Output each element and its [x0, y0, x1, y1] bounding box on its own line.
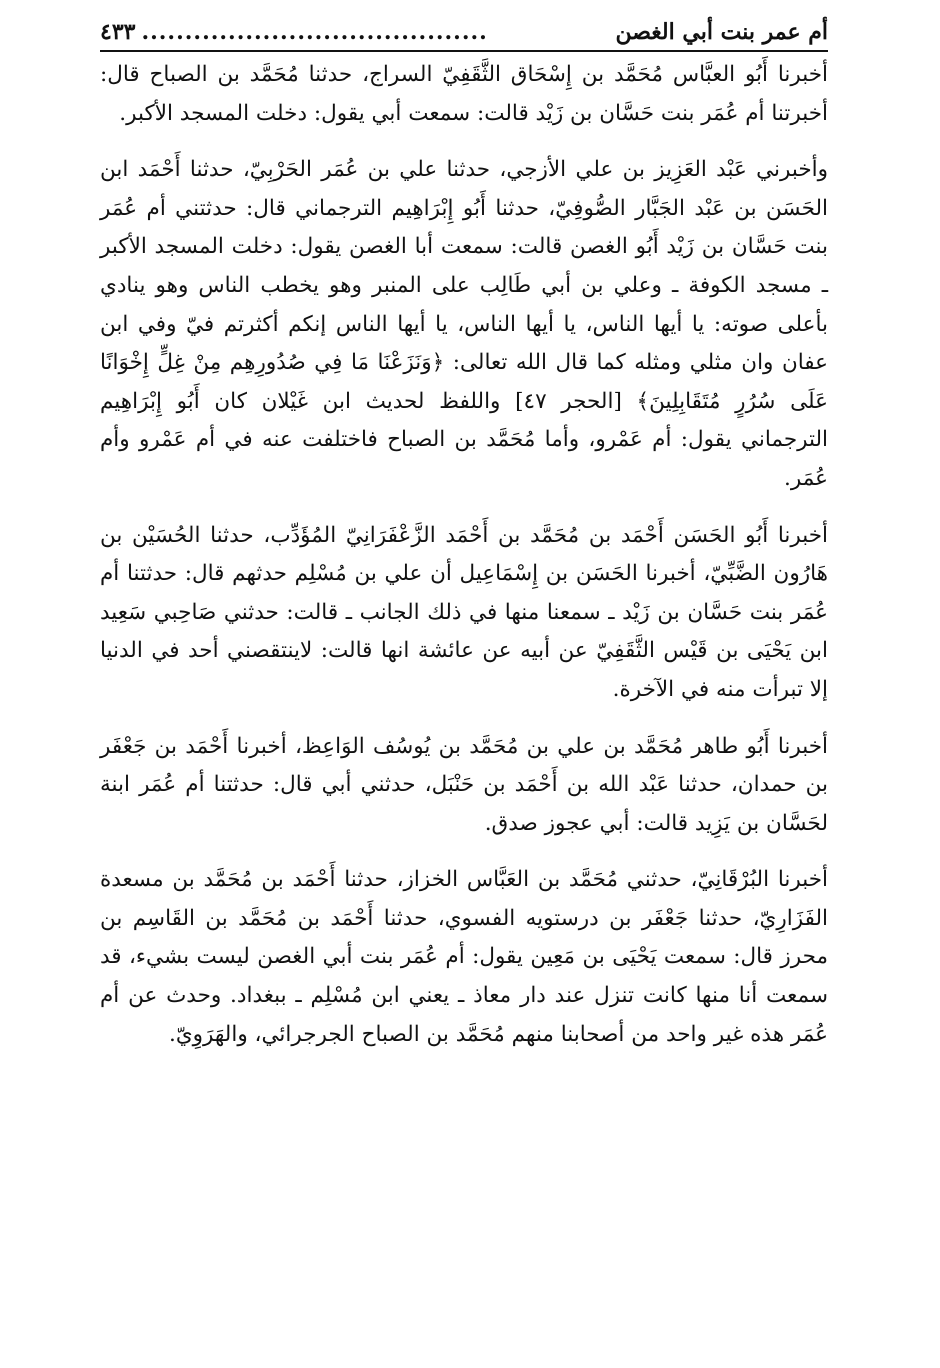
page-number: ٤٣٣: [100, 19, 136, 45]
book-page: [0, 14, 940, 1354]
paragraph-3: أخبرنا أَبُو الحَسَن أَحْمَد بن مُحَمَّد بن أَحْمَد الزَّعْفَرَانِيّ المُؤَدِّب، حدثنا الحُسَيْن بن هَارُون الضَّبِّيّ، أخبرنا الحَسَن بن إِسْمَاعِيل أن علي بن مُسْلِم حدثهم قال: حدثتنا أم عُمَر بنت حَسَّان بن زَيْد ـ سمعنا منها في ذلك الجانب ـ قالت: حدثني صَاحِبي سَعِيد ابن يَحْيَى بن قَيْس الثَّقَفِيّ عن أبيه عن عائشة انها قالت: لاينتقصني أحد في الدنيا إلا تبرأت منه في الآخرة.: [100, 522, 828, 702]
paragraph-1: أخبرنا أَبُو العبَّاس مُحَمَّد بن إِسْحَاق الثَّقَفِيّ السراج، حدثنا مُحَمَّد بن الصباح قال: أخبرتنا أم عُمَر بنت حَسَّان بن زَيْد قالت: سمعت أبي يقول: دخلت المسجد الأكبر.: [100, 62, 828, 126]
paragraph-4: أخبرنا أَبُو طاهر مُحَمَّد بن علي بن مُحَمَّد بن يُوسُف الوَاعِظ، أخبرنا أَحْمَد بن جَعْفَر بن حمدان، حدثنا عَبْد الله بن أَحْمَد بن حَنْبَل، حدثني أبي قال: حدثتنا أم عُمَر ابنة لحَسَّان بن يَزِيد قالت: أبي عجوز صدق.: [100, 733, 828, 836]
page-body: [100, 56, 828, 1054]
running-header: [100, 14, 828, 52]
paragraph-2: وأخبرني عَبْد العَزِيز بن علي الأزجي، حدثنا علي بن عُمَر الحَرْبِيّ، حدثنا أَحْمَد ابن الحَسَن بن عَبْد الجَبَّار الصُّوفِيّ، حدثنا أَبُو إِبْرَاهِيم الترجماني قال: حدثتني أم عُمَر بنت حَسَّان بن زَيْد أَبُو الغصن قالت: سمعت أبا الغصن يقول: دخلت المسجد الأكبر ـ مسجد الكوفة ـ وعلي بن أبي طَالِب على المنبر وهو يخطب الناس وهو ينادي بأعلى صوته: يا أيها الناس، يا أيها الناس، يا أيها الناس إنكم أكثرتم فيّ وفي ابن عفان وان مثلي ومثله كما قال الله تعالى: ﴿وَنَزَعْنَا مَا فِي صُدُورِهِم مِنْ غِلٍّ إِخْوَانًا عَلَى سُرُرٍ مُتَقَابِلِينَ﴾ [الحجر ٤٧] واللفظ لحديث ابن غَيْلان كان أَبُو إِبْرَاهِيم الترجماني يقول: أم عَمْرو، وأما مُحَمَّد بن الصباح فاختلفت عنه في أم عَمْرو وأم عُمَر.: [100, 157, 828, 491]
paragraph-5: أخبرنا البُرْقَانِيّ، حدثني مُحَمَّد بن العَبَّاس الخزاز، حدثنا أَحْمَد بن مُحَمَّد بن مسعدة الفَزَارِيّ، حدثنا جَعْفَر بن درستويه الفسوي، حدثنا أَحْمَد بن مُحَمَّد بن القَاسِم بن محرز قال: سمعت يَحْيَى بن مَعِين يقول: أم عُمَر بنت أبي الغصن ليست بشيء، قد سمعت أنا منها كانت تنزل عند دار معاذ ـ يعني ابن مُسْلِم ـ ببغداد. وحدث عن أم عُمَر هذه غير واحد من أصحابنا منهم مُحَمَّد بن الصباح الجرجرائي، والهَرَوِيّ.: [100, 867, 828, 1047]
header-dot-leader: ........................................: [141, 19, 488, 45]
header-title: أم عمر بنت أبي الغصن: [615, 19, 828, 45]
